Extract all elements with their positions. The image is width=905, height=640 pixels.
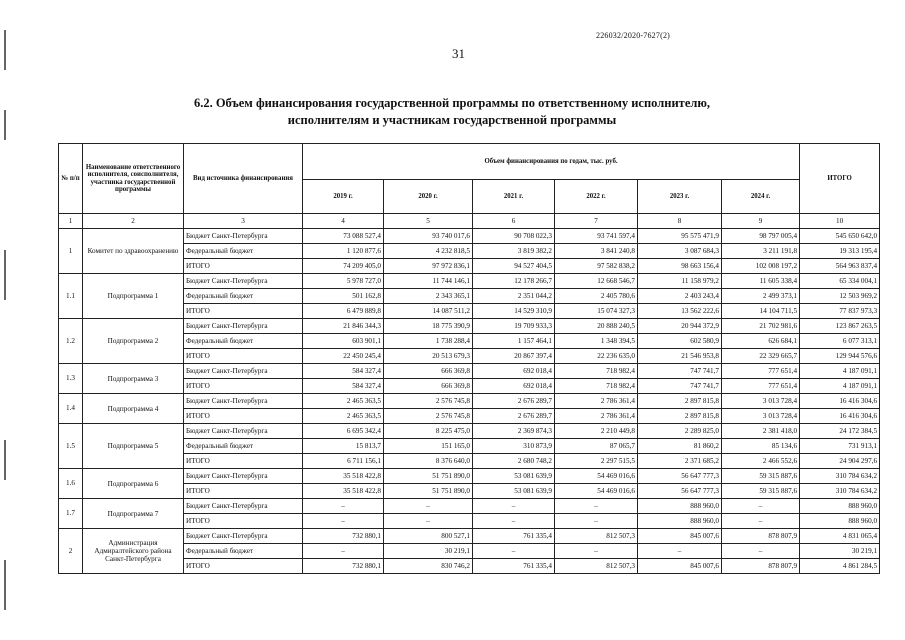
year-value: 51 751 890,0 (384, 469, 473, 484)
year-value: 51 751 890,0 (384, 484, 473, 499)
year-value: 3 013 728,4 (722, 409, 800, 424)
year-value: – (384, 514, 473, 529)
year-value: 11 158 979,2 (638, 274, 722, 289)
funding-source: Федеральный бюджет (184, 289, 303, 304)
year-value: 2 499 373,1 (722, 289, 800, 304)
year-value: 603 901,1 (303, 334, 384, 349)
year-value: 626 684,1 (722, 334, 800, 349)
executor-name: Подпрограмма 5 (83, 424, 184, 469)
year-value: 692 018,4 (473, 364, 555, 379)
executor-name: Подпрограмма 2 (83, 319, 184, 364)
row-number: 1.5 (59, 424, 83, 469)
year-value: 777 651,4 (722, 379, 800, 394)
year-value: 732 880,1 (303, 529, 384, 544)
year-value: 6 695 342,4 (303, 424, 384, 439)
executor-name: Подпрограмма 1 (83, 274, 184, 319)
year-value: 2 210 449,8 (555, 424, 638, 439)
year-value: 54 469 016,6 (555, 484, 638, 499)
year-value: 56 647 777,3 (638, 484, 722, 499)
year-value: 54 469 016,6 (555, 469, 638, 484)
row-number: 1.4 (59, 394, 83, 424)
year-value: 14 087 511,2 (384, 304, 473, 319)
year-value: – (473, 514, 555, 529)
table-row (59, 424, 880, 439)
total-value: 731 913,1 (800, 439, 880, 454)
total-value: 12 503 969,2 (800, 289, 880, 304)
year-value: 1 157 464,1 (473, 334, 555, 349)
total-value: 16 416 304,6 (800, 409, 880, 424)
year-value: 20 867 397,4 (473, 349, 555, 364)
page-number: 31 (452, 46, 465, 61)
column-index: 2 (83, 214, 184, 229)
year-value: – (473, 544, 555, 559)
year-value: 74 209 405,0 (303, 259, 384, 274)
funding-source: ИТОГО (184, 349, 303, 364)
total-value: 65 334 004,1 (800, 274, 880, 289)
total-value: 16 416 304,6 (800, 394, 880, 409)
year-value: 22 236 635,0 (555, 349, 638, 364)
year-value: 53 081 639,9 (473, 484, 555, 499)
year-value: 2 676 289,7 (473, 409, 555, 424)
total-value: 888 960,0 (800, 499, 880, 514)
header-year: 2023 г. (638, 180, 722, 214)
year-value: 90 708 022,3 (473, 229, 555, 244)
table-row (59, 394, 880, 409)
year-value: – (555, 544, 638, 559)
year-value: 830 746,2 (384, 559, 473, 574)
funding-source: Бюджет Санкт-Петербурга (184, 319, 303, 334)
year-value: 4 232 818,5 (384, 244, 473, 259)
year-value: 20 513 679,3 (384, 349, 473, 364)
funding-source: Бюджет Санкт-Петербурга (184, 499, 303, 514)
year-value: 97 972 836,1 (384, 259, 473, 274)
funding-source: Бюджет Санкт-Петербурга (184, 274, 303, 289)
year-value: 3 087 684,3 (638, 244, 722, 259)
year-value: 35 518 422,8 (303, 469, 384, 484)
total-value: 4 831 065,4 (800, 529, 880, 544)
year-value: – (303, 544, 384, 559)
year-value: – (722, 544, 800, 559)
year-value: 20 888 240,5 (555, 319, 638, 334)
year-value: 666 369,8 (384, 379, 473, 394)
funding-source: Федеральный бюджет (184, 544, 303, 559)
row-number: 1.3 (59, 364, 83, 394)
year-value: 151 165,0 (384, 439, 473, 454)
column-index: 9 (722, 214, 800, 229)
year-value: 602 580,9 (638, 334, 722, 349)
year-value: 2 466 552,6 (722, 454, 800, 469)
year-value: 53 081 639,9 (473, 469, 555, 484)
total-value: 24 904 297,6 (800, 454, 880, 469)
header-year: 2024 г. (722, 180, 800, 214)
table-row (59, 469, 880, 484)
funding-source: ИТОГО (184, 454, 303, 469)
header-source: Вид источника финансирования (184, 144, 303, 214)
year-value: 501 162,8 (303, 289, 384, 304)
year-value: 888 960,0 (638, 514, 722, 529)
year-value: 761 335,4 (473, 559, 555, 574)
year-value: 8 225 475,0 (384, 424, 473, 439)
executor-name: Подпрограмма 6 (83, 469, 184, 499)
year-value: 747 741,7 (638, 379, 722, 394)
funding-source: ИТОГО (184, 409, 303, 424)
table-row (59, 274, 880, 289)
year-value: 14 104 711,5 (722, 304, 800, 319)
year-value: 2 369 874,3 (473, 424, 555, 439)
funding-source: ИТОГО (184, 484, 303, 499)
year-value: 11 605 338,4 (722, 274, 800, 289)
year-value: – (722, 499, 800, 514)
year-value: – (384, 499, 473, 514)
column-index: 7 (555, 214, 638, 229)
header-year: 2020 г. (384, 180, 473, 214)
year-value: 30 219,1 (384, 544, 473, 559)
column-index: 10 (800, 214, 880, 229)
year-value: 800 527,1 (384, 529, 473, 544)
year-value: 15 074 327,3 (555, 304, 638, 319)
year-value: 22 450 245,4 (303, 349, 384, 364)
year-value: 87 065,7 (555, 439, 638, 454)
year-value: – (722, 514, 800, 529)
total-value: 310 784 634,2 (800, 484, 880, 499)
header-year: 2021 г. (473, 180, 555, 214)
year-value: 584 327,4 (303, 364, 384, 379)
header-year: 2022 г. (555, 180, 638, 214)
total-value: 30 219,1 (800, 544, 880, 559)
funding-source: Федеральный бюджет (184, 439, 303, 454)
year-value: 2 343 365,1 (384, 289, 473, 304)
column-index: 8 (638, 214, 722, 229)
year-value: 812 507,3 (555, 559, 638, 574)
year-value: 2 351 044,2 (473, 289, 555, 304)
year-value: 2 289 825,0 (638, 424, 722, 439)
year-value: 2 576 745,8 (384, 394, 473, 409)
funding-source: Федеральный бюджет (184, 244, 303, 259)
year-value: 2 786 361,4 (555, 409, 638, 424)
year-value: 692 018,4 (473, 379, 555, 394)
year-value: 584 327,4 (303, 379, 384, 394)
year-value: 2 897 815,8 (638, 394, 722, 409)
year-value: 2 576 745,8 (384, 409, 473, 424)
year-value: 18 775 390,9 (384, 319, 473, 334)
year-value: 20 944 372,9 (638, 319, 722, 334)
total-value: 123 867 263,5 (800, 319, 880, 334)
year-value: 2 465 363,5 (303, 394, 384, 409)
table-row (59, 319, 880, 334)
year-value: 93 741 597,4 (555, 229, 638, 244)
row-number: 1.1 (59, 274, 83, 319)
funding-source: Федеральный бюджет (184, 334, 303, 349)
year-value: 845 007,6 (638, 559, 722, 574)
year-value: 13 562 222,6 (638, 304, 722, 319)
total-value: 129 944 576,6 (800, 349, 880, 364)
year-value: 59 315 887,6 (722, 484, 800, 499)
total-value: 564 963 837,4 (800, 259, 880, 274)
table-row (59, 499, 880, 514)
column-index: 1 (59, 214, 83, 229)
year-value: – (555, 499, 638, 514)
year-value: 59 315 887,6 (722, 469, 800, 484)
executor-name: Подпрограмма 3 (83, 364, 184, 394)
year-value: 777 651,4 (722, 364, 800, 379)
year-value: 732 880,1 (303, 559, 384, 574)
total-value: 19 313 195,4 (800, 244, 880, 259)
year-value: 2 297 515,5 (555, 454, 638, 469)
year-value: 666 369,8 (384, 364, 473, 379)
total-value: 4 187 091,1 (800, 379, 880, 394)
row-number: 1 (59, 229, 83, 274)
year-value: – (303, 514, 384, 529)
year-value: 2 897 815,8 (638, 409, 722, 424)
column-index: 4 (303, 214, 384, 229)
year-value: 845 007,6 (638, 529, 722, 544)
total-value: 77 837 973,3 (800, 304, 880, 319)
year-value: 98 797 005,4 (722, 229, 800, 244)
year-value: 747 741,7 (638, 364, 722, 379)
year-value: – (555, 514, 638, 529)
row-number: 2 (59, 529, 83, 574)
year-value: 94 527 404,5 (473, 259, 555, 274)
funding-source: ИТОГО (184, 379, 303, 394)
total-value: 4 861 284,5 (800, 559, 880, 574)
year-value: 22 329 665,7 (722, 349, 800, 364)
row-number: 1.6 (59, 469, 83, 499)
year-value: – (303, 499, 384, 514)
year-value: 1 348 394,5 (555, 334, 638, 349)
year-value: 718 982,4 (555, 364, 638, 379)
year-value: 11 744 146,1 (384, 274, 473, 289)
year-value: 2 403 243,4 (638, 289, 722, 304)
funding-source: ИТОГО (184, 259, 303, 274)
year-value: – (638, 544, 722, 559)
funding-source: Бюджет Санкт-Петербурга (184, 469, 303, 484)
year-value: 21 702 981,6 (722, 319, 800, 334)
year-value: 102 008 197,2 (722, 259, 800, 274)
year-value: 3 819 382,2 (473, 244, 555, 259)
year-value: 21 546 953,8 (638, 349, 722, 364)
header-year: 2019 г. (303, 180, 384, 214)
executor-name: Комитет по здравоохранению (83, 229, 184, 274)
total-value: 310 784 634,2 (800, 469, 880, 484)
column-index: 5 (384, 214, 473, 229)
executor-name: Подпрограмма 7 (83, 499, 184, 529)
table-row (59, 529, 880, 544)
year-value: 81 860,2 (638, 439, 722, 454)
year-value: 3 013 728,4 (722, 394, 800, 409)
executor-name: Администрация Адмиралтейского района Санкт-Петербурга (83, 529, 184, 574)
year-value: 2 786 361,4 (555, 394, 638, 409)
year-value: – (473, 499, 555, 514)
year-value: 85 134,6 (722, 439, 800, 454)
column-index: 6 (473, 214, 555, 229)
binding-marks (4, 20, 10, 620)
year-value: 73 088 527,4 (303, 229, 384, 244)
document-number: 226032/2020-7627(2) (596, 31, 671, 40)
table-body (59, 229, 880, 574)
header-volume: Объем финансирования по годам, тыс. руб. (303, 144, 800, 180)
year-value: 21 846 344,3 (303, 319, 384, 334)
year-value: 888 960,0 (638, 499, 722, 514)
funding-source: ИТОГО (184, 514, 303, 529)
year-value: 812 507,3 (555, 529, 638, 544)
total-value: 6 077 313,1 (800, 334, 880, 349)
table-row (59, 364, 880, 379)
executor-name: Подпрограмма 4 (83, 394, 184, 424)
year-value: 878 807,9 (722, 559, 800, 574)
year-value: 14 529 310,9 (473, 304, 555, 319)
year-value: 19 709 933,3 (473, 319, 555, 334)
year-value: 56 647 777,3 (638, 469, 722, 484)
year-value: 98 663 156,4 (638, 259, 722, 274)
header-name: Наименование ответственного исполнителя, соисполнителя, участника государственной программы (83, 144, 184, 214)
heading-line-1: 6.2. Объем финансирования государственной программы по ответственному исполнителю, (193, 96, 711, 110)
financing-table (58, 143, 880, 574)
year-value: 2 465 363,5 (303, 409, 384, 424)
total-value: 4 187 091,1 (800, 364, 880, 379)
year-value: 2 381 418,0 (722, 424, 800, 439)
table-row (59, 229, 880, 244)
year-value: 3 841 240,8 (555, 244, 638, 259)
column-index: 3 (184, 214, 303, 229)
year-value: 3 211 191,8 (722, 244, 800, 259)
year-value: 35 518 422,8 (303, 484, 384, 499)
total-value: 545 650 642,0 (800, 229, 880, 244)
funding-source: Бюджет Санкт-Петербурга (184, 394, 303, 409)
header-num: № п/п (59, 144, 83, 214)
year-value: 6 479 889,8 (303, 304, 384, 319)
funding-source: Бюджет Санкт-Петербурга (184, 229, 303, 244)
total-value: 888 960,0 (800, 514, 880, 529)
year-value: 2 405 780,6 (555, 289, 638, 304)
row-number: 1.7 (59, 499, 83, 529)
column-index-row (59, 214, 880, 229)
year-value: 95 575 471,9 (638, 229, 722, 244)
year-value: 15 813,7 (303, 439, 384, 454)
year-value: 310 873,9 (473, 439, 555, 454)
funding-source: Бюджет Санкт-Петербурга (184, 424, 303, 439)
year-value: 718 982,4 (555, 379, 638, 394)
funding-source: ИТОГО (184, 559, 303, 574)
year-value: 1 120 877,6 (303, 244, 384, 259)
year-value: 97 582 838,2 (555, 259, 638, 274)
total-value: 24 172 384,5 (800, 424, 880, 439)
year-value: 2 371 685,2 (638, 454, 722, 469)
header-total: ИТОГО (800, 144, 880, 214)
section-heading (150, 95, 754, 129)
year-value: 6 711 156,1 (303, 454, 384, 469)
funding-source: ИТОГО (184, 304, 303, 319)
year-value: 12 668 546,7 (555, 274, 638, 289)
funding-source: Бюджет Санкт-Петербурга (184, 364, 303, 379)
year-value: 93 740 017,6 (384, 229, 473, 244)
year-value: 2 680 748,2 (473, 454, 555, 469)
year-value: 2 676 289,7 (473, 394, 555, 409)
year-value: 8 376 640,0 (384, 454, 473, 469)
row-number: 1.2 (59, 319, 83, 364)
year-value: 12 178 266,7 (473, 274, 555, 289)
funding-source: Бюджет Санкт-Петербурга (184, 529, 303, 544)
year-value: 5 978 727,0 (303, 274, 384, 289)
year-value: 878 807,9 (722, 529, 800, 544)
year-value: 761 335,4 (473, 529, 555, 544)
heading-line-2: исполнителям и участникам государственной программы (287, 113, 617, 127)
year-value: 1 738 288,4 (384, 334, 473, 349)
